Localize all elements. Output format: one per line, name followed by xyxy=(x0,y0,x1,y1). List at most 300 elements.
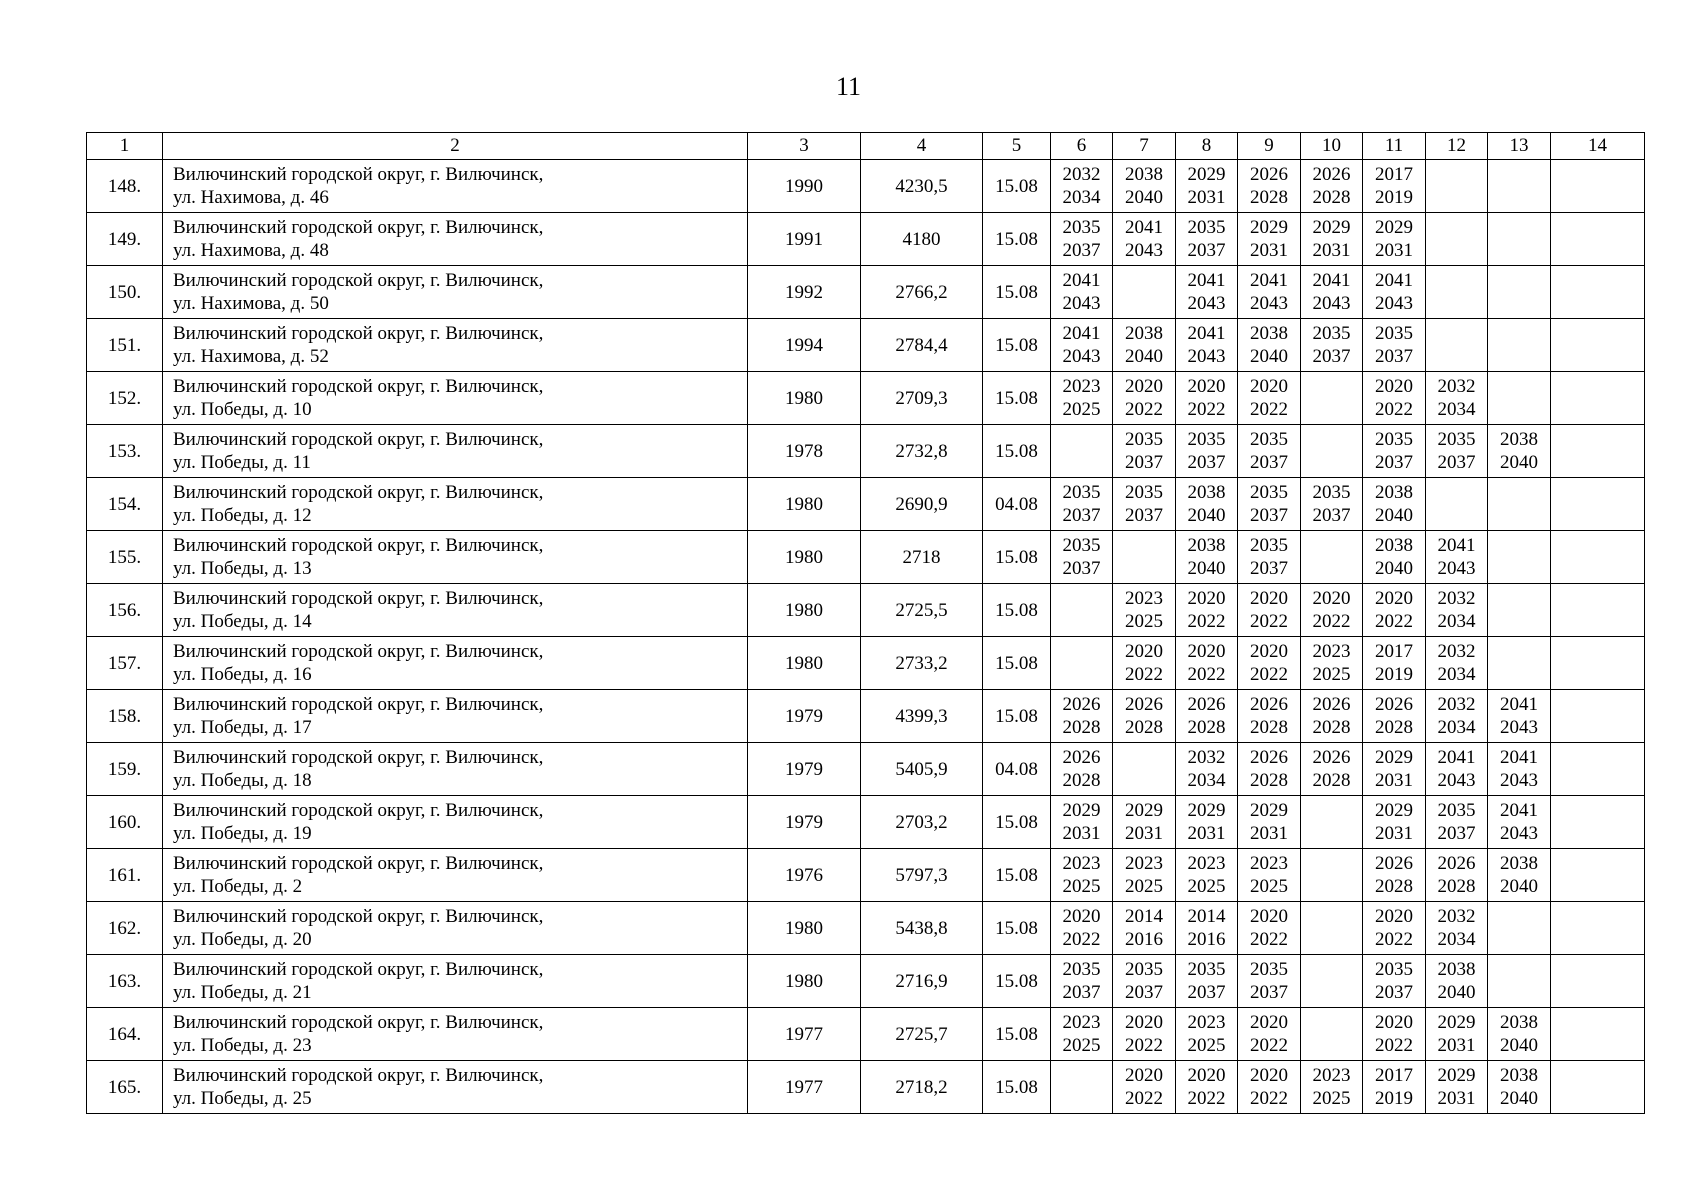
period-cell-col-14 xyxy=(1551,849,1645,902)
period-start-year: 2038 xyxy=(1375,535,1413,556)
period-cell-col-7 xyxy=(1113,902,1176,955)
period-end-year: 2022 xyxy=(1375,929,1413,950)
period-cell-col-7 xyxy=(1113,690,1176,743)
period-end-year: 2028 xyxy=(1375,876,1413,897)
period-cell-col-9 xyxy=(1238,1008,1301,1061)
period-start-year: 2029 xyxy=(1375,800,1413,821)
period-end-year: 2028 xyxy=(1375,717,1413,738)
address-line-locality: Вилючинский городской округ, г. Вилючинск, xyxy=(173,588,544,609)
period-start-year: 2026 xyxy=(1375,853,1413,874)
period-cell-col-9 xyxy=(1238,584,1301,637)
table-row xyxy=(87,584,1645,637)
period-start-year: 2029 xyxy=(1062,800,1101,821)
period-cell-col-9 xyxy=(1238,266,1301,319)
period-cell-col-10 xyxy=(1301,425,1363,478)
period-cell-col-10 xyxy=(1301,531,1363,584)
period-cell-col-10 xyxy=(1301,266,1363,319)
period-cell-col-9 xyxy=(1238,849,1301,902)
period-start-year: 2032 xyxy=(1437,694,1476,715)
period-cell-col-10 xyxy=(1301,690,1363,743)
period-cell-col-7 xyxy=(1113,849,1176,902)
period-end-year: 2037 xyxy=(1437,452,1476,473)
area-cell: 4180 xyxy=(861,213,983,266)
address-line-street: ул. Нахимова, д. 50 xyxy=(173,293,329,314)
address-line-locality: Вилючинский городской округ, г. Вилючинск, xyxy=(173,747,544,768)
row-number: 155. xyxy=(87,531,163,584)
period-end-year: 2025 xyxy=(1187,876,1226,897)
period-end-year: 2022 xyxy=(1187,611,1226,632)
period-start-year: 2020 xyxy=(1312,588,1351,609)
period-start-year: 2041 xyxy=(1437,535,1476,556)
row-number: 148. xyxy=(87,160,163,213)
row-number: 157. xyxy=(87,637,163,690)
period-cell-col-11 xyxy=(1363,743,1426,796)
period-end-year: 2031 xyxy=(1250,823,1288,844)
period-start-year: 2041 xyxy=(1500,694,1538,715)
period-cell-col-13 xyxy=(1488,584,1551,637)
area-cell: 2703,2 xyxy=(861,796,983,849)
period-start-year: 2038 xyxy=(1187,482,1226,503)
period-start-year: 2029 xyxy=(1437,1012,1476,1033)
period-start-year: 2026 xyxy=(1312,694,1351,715)
address-line-street: ул. Победы, д. 13 xyxy=(173,558,312,579)
period-cell-col-11 xyxy=(1363,637,1426,690)
area-cell: 5797,3 xyxy=(861,849,983,902)
build-year-cell: 1977 xyxy=(748,1008,861,1061)
period-end-year: 2043 xyxy=(1312,293,1351,314)
period-start-year: 2020 xyxy=(1250,588,1288,609)
period-cell-col-7 xyxy=(1113,319,1176,372)
build-year-cell: 1994 xyxy=(748,319,861,372)
period-end-year: 2028 xyxy=(1250,717,1288,738)
period-cell-col-8 xyxy=(1176,372,1238,425)
period-end-year: 2031 xyxy=(1375,770,1413,791)
area-cell: 2725,7 xyxy=(861,1008,983,1061)
period-start-year: 2026 xyxy=(1250,747,1288,768)
table-row xyxy=(87,478,1645,531)
period-cell-col-6 xyxy=(1051,796,1113,849)
period-start-year: 2041 xyxy=(1500,747,1538,768)
period-end-year: 2022 xyxy=(1250,399,1288,420)
row-number: 149. xyxy=(87,213,163,266)
code-cell: 15.08 xyxy=(983,690,1051,743)
period-cell-col-14 xyxy=(1551,425,1645,478)
period-end-year: 2019 xyxy=(1375,1088,1413,1109)
period-end-year: 2037 xyxy=(1312,346,1351,367)
period-cell-col-11 xyxy=(1363,584,1426,637)
code-cell: 15.08 xyxy=(983,955,1051,1008)
period-cell-col-7 xyxy=(1113,1061,1176,1114)
address-line-locality: Вилючинский городской округ, г. Вилючинск, xyxy=(173,164,544,185)
period-cell-col-6 xyxy=(1051,690,1113,743)
period-start-year: 2041 xyxy=(1500,800,1538,821)
table-body xyxy=(87,133,1645,1114)
period-start-year: 2032 xyxy=(1437,906,1476,927)
period-cell-col-8 xyxy=(1176,266,1238,319)
period-start-year: 2020 xyxy=(1187,641,1226,662)
period-start-year: 2038 xyxy=(1375,482,1413,503)
period-cell-col-6 xyxy=(1051,531,1113,584)
period-start-year: 2041 xyxy=(1312,270,1351,291)
period-end-year: 2034 xyxy=(1437,929,1476,950)
address-line-street: ул. Победы, д. 2 xyxy=(173,876,303,897)
address-cell xyxy=(163,955,748,1008)
period-end-year: 2037 xyxy=(1437,823,1476,844)
period-end-year: 2028 xyxy=(1062,717,1101,738)
period-start-year: 2014 xyxy=(1125,906,1163,927)
period-end-year: 2019 xyxy=(1375,187,1413,208)
period-end-year: 2028 xyxy=(1312,770,1351,791)
period-start-year: 2035 xyxy=(1062,482,1101,503)
period-end-year: 2040 xyxy=(1187,558,1226,579)
period-start-year: 2020 xyxy=(1125,1012,1163,1033)
period-start-year: 2020 xyxy=(1375,1012,1413,1033)
period-cell-col-12 xyxy=(1426,584,1488,637)
period-cell-col-14 xyxy=(1551,372,1645,425)
period-end-year: 2022 xyxy=(1125,399,1163,420)
address-line-street: ул. Победы, д. 19 xyxy=(173,823,312,844)
period-start-year: 2020 xyxy=(1187,376,1226,397)
period-start-year: 2026 xyxy=(1437,853,1476,874)
period-start-year: 2023 xyxy=(1062,1012,1101,1033)
period-cell-col-12 xyxy=(1426,637,1488,690)
period-start-year: 2035 xyxy=(1250,482,1288,503)
period-end-year: 2040 xyxy=(1375,558,1413,579)
table-row xyxy=(87,743,1645,796)
period-end-year: 2043 xyxy=(1250,293,1288,314)
period-cell-col-8 xyxy=(1176,319,1238,372)
period-cell-col-12 xyxy=(1426,743,1488,796)
period-cell-col-14 xyxy=(1551,955,1645,1008)
period-cell-col-11 xyxy=(1363,1061,1426,1114)
period-end-year: 2034 xyxy=(1437,611,1476,632)
period-start-year: 2029 xyxy=(1187,164,1226,185)
row-number: 165. xyxy=(87,1061,163,1114)
address-line-locality: Вилючинский городской округ, г. Вилючинск, xyxy=(173,376,544,397)
area-cell: 5438,8 xyxy=(861,902,983,955)
period-cell-col-12 xyxy=(1426,1008,1488,1061)
period-end-year: 2043 xyxy=(1062,346,1101,367)
period-end-year: 2031 xyxy=(1312,240,1351,261)
address-cell xyxy=(163,743,748,796)
period-start-year: 2023 xyxy=(1187,853,1226,874)
period-cell-col-7 xyxy=(1113,160,1176,213)
area-cell: 2784,4 xyxy=(861,319,983,372)
period-start-year: 2032 xyxy=(1062,164,1101,185)
code-cell: 15.08 xyxy=(983,796,1051,849)
period-end-year: 2022 xyxy=(1062,929,1101,950)
period-end-year: 2040 xyxy=(1125,346,1163,367)
period-start-year: 2023 xyxy=(1062,376,1101,397)
address-cell xyxy=(163,637,748,690)
period-cell-col-9 xyxy=(1238,531,1301,584)
code-cell: 15.08 xyxy=(983,266,1051,319)
period-cell-col-13 xyxy=(1488,902,1551,955)
period-cell-col-11 xyxy=(1363,690,1426,743)
period-cell-col-13 xyxy=(1488,266,1551,319)
period-cell-col-9 xyxy=(1238,1061,1301,1114)
period-end-year: 2022 xyxy=(1375,399,1413,420)
period-start-year: 2035 xyxy=(1375,429,1413,450)
area-cell: 2725,5 xyxy=(861,584,983,637)
period-start-year: 2026 xyxy=(1125,694,1163,715)
area-cell: 2690,9 xyxy=(861,478,983,531)
period-cell-col-7 xyxy=(1113,796,1176,849)
period-cell-col-13 xyxy=(1488,849,1551,902)
period-end-year: 2031 xyxy=(1375,823,1413,844)
address-cell xyxy=(163,319,748,372)
period-end-year: 2037 xyxy=(1375,452,1413,473)
period-start-year: 2038 xyxy=(1437,959,1476,980)
column-header-10: 10 xyxy=(1301,133,1363,160)
period-cell-col-12 xyxy=(1426,796,1488,849)
period-cell-col-14 xyxy=(1551,1061,1645,1114)
period-start-year: 2020 xyxy=(1250,906,1288,927)
row-number: 156. xyxy=(87,584,163,637)
row-number: 151. xyxy=(87,319,163,372)
period-cell-col-12 xyxy=(1426,319,1488,372)
period-cell-col-12 xyxy=(1426,902,1488,955)
address-line-street: ул. Победы, д. 16 xyxy=(173,664,312,685)
period-start-year: 2035 xyxy=(1062,959,1101,980)
period-cell-col-11 xyxy=(1363,955,1426,1008)
period-start-year: 2041 xyxy=(1062,323,1101,344)
period-start-year: 2029 xyxy=(1375,217,1413,238)
period-cell-col-12 xyxy=(1426,160,1488,213)
period-end-year: 2037 xyxy=(1250,452,1288,473)
period-cell-col-14 xyxy=(1551,531,1645,584)
period-cell-col-7 xyxy=(1113,743,1176,796)
area-cell: 2718,2 xyxy=(861,1061,983,1114)
code-cell: 04.08 xyxy=(983,743,1051,796)
period-end-year: 2034 xyxy=(1062,187,1101,208)
period-cell-col-13 xyxy=(1488,690,1551,743)
housing-register-table xyxy=(86,132,1645,1114)
period-cell-col-6 xyxy=(1051,478,1113,531)
address-cell xyxy=(163,266,748,319)
address-line-street: ул. Победы, д. 18 xyxy=(173,770,312,791)
period-end-year: 2037 xyxy=(1187,240,1226,261)
period-end-year: 2043 xyxy=(1187,346,1226,367)
period-start-year: 2035 xyxy=(1312,323,1351,344)
period-start-year: 2029 xyxy=(1312,217,1351,238)
table-row xyxy=(87,266,1645,319)
column-header-1: 1 xyxy=(87,133,163,160)
period-start-year: 2032 xyxy=(1437,588,1476,609)
period-end-year: 2028 xyxy=(1250,770,1288,791)
period-cell-col-10 xyxy=(1301,213,1363,266)
period-cell-col-10 xyxy=(1301,160,1363,213)
code-cell: 04.08 xyxy=(983,478,1051,531)
period-cell-col-6 xyxy=(1051,319,1113,372)
row-number: 161. xyxy=(87,849,163,902)
period-cell-col-13 xyxy=(1488,372,1551,425)
period-cell-col-8 xyxy=(1176,213,1238,266)
period-cell-col-8 xyxy=(1176,637,1238,690)
period-start-year: 2029 xyxy=(1250,800,1288,821)
period-cell-col-11 xyxy=(1363,425,1426,478)
period-start-year: 2020 xyxy=(1125,376,1163,397)
period-cell-col-6 xyxy=(1051,743,1113,796)
address-cell xyxy=(163,160,748,213)
period-start-year: 2035 xyxy=(1437,429,1476,450)
period-cell-col-7 xyxy=(1113,425,1176,478)
row-number: 153. xyxy=(87,425,163,478)
period-end-year: 2031 xyxy=(1437,1088,1476,1109)
period-cell-col-14 xyxy=(1551,902,1645,955)
address-line-street: ул. Победы, д. 11 xyxy=(173,452,311,473)
build-year-cell: 1992 xyxy=(748,266,861,319)
period-start-year: 2035 xyxy=(1437,800,1476,821)
period-end-year: 2034 xyxy=(1437,399,1476,420)
period-end-year: 2025 xyxy=(1312,1088,1351,1109)
column-header-5: 5 xyxy=(983,133,1051,160)
period-cell-col-10 xyxy=(1301,372,1363,425)
table-row xyxy=(87,849,1645,902)
period-start-year: 2020 xyxy=(1250,1012,1288,1033)
period-end-year: 2022 xyxy=(1250,1035,1288,1056)
build-year-cell: 1979 xyxy=(748,690,861,743)
period-cell-col-6 xyxy=(1051,266,1113,319)
period-cell-col-10 xyxy=(1301,637,1363,690)
period-cell-col-7 xyxy=(1113,372,1176,425)
period-end-year: 2040 xyxy=(1500,1035,1538,1056)
period-start-year: 2032 xyxy=(1437,641,1476,662)
period-start-year: 2035 xyxy=(1062,535,1101,556)
period-cell-col-9 xyxy=(1238,637,1301,690)
period-start-year: 2038 xyxy=(1500,853,1538,874)
address-line-locality: Вилючинский городской округ, г. Вилючинск, xyxy=(173,906,544,927)
address-line-locality: Вилючинский городской округ, г. Вилючинск, xyxy=(173,1065,544,1086)
period-start-year: 2035 xyxy=(1312,482,1351,503)
row-number: 159. xyxy=(87,743,163,796)
period-start-year: 2026 xyxy=(1250,164,1288,185)
period-start-year: 2020 xyxy=(1375,376,1413,397)
period-cell-col-14 xyxy=(1551,690,1645,743)
address-line-street: ул. Нахимова, д. 52 xyxy=(173,346,329,367)
build-year-cell: 1979 xyxy=(748,796,861,849)
build-year-cell: 1980 xyxy=(748,584,861,637)
period-start-year: 2020 xyxy=(1375,588,1413,609)
period-start-year: 2038 xyxy=(1125,323,1163,344)
period-end-year: 2037 xyxy=(1250,982,1288,1003)
build-year-cell: 1980 xyxy=(748,478,861,531)
period-end-year: 2037 xyxy=(1187,452,1226,473)
period-end-year: 2028 xyxy=(1187,717,1226,738)
period-cell-col-12 xyxy=(1426,955,1488,1008)
code-cell: 15.08 xyxy=(983,160,1051,213)
period-end-year: 2031 xyxy=(1437,1035,1476,1056)
period-end-year: 2031 xyxy=(1375,240,1413,261)
address-line-street: ул. Победы, д. 17 xyxy=(173,717,312,738)
period-cell-col-12 xyxy=(1426,531,1488,584)
period-start-year: 2035 xyxy=(1375,959,1413,980)
period-end-year: 2037 xyxy=(1375,982,1413,1003)
period-start-year: 2032 xyxy=(1437,376,1476,397)
address-line-locality: Вилючинский городской округ, г. Вилючинск, xyxy=(173,800,544,821)
period-start-year: 2035 xyxy=(1125,959,1163,980)
table-row xyxy=(87,902,1645,955)
code-cell: 15.08 xyxy=(983,1008,1051,1061)
column-header-11: 11 xyxy=(1363,133,1426,160)
period-end-year: 2028 xyxy=(1312,717,1351,738)
period-end-year: 2016 xyxy=(1125,929,1163,950)
period-cell-col-7 xyxy=(1113,213,1176,266)
period-end-year: 2040 xyxy=(1500,876,1538,897)
table-row xyxy=(87,213,1645,266)
build-year-cell: 1991 xyxy=(748,213,861,266)
area-cell: 2733,2 xyxy=(861,637,983,690)
period-end-year: 2025 xyxy=(1125,876,1163,897)
period-end-year: 2043 xyxy=(1125,240,1163,261)
address-line-street: ул. Победы, д. 10 xyxy=(173,399,312,420)
row-number: 163. xyxy=(87,955,163,1008)
period-start-year: 2035 xyxy=(1062,217,1101,238)
period-cell-col-8 xyxy=(1176,1061,1238,1114)
period-cell-col-13 xyxy=(1488,213,1551,266)
period-end-year: 2028 xyxy=(1062,770,1101,791)
period-cell-col-8 xyxy=(1176,849,1238,902)
period-end-year: 2022 xyxy=(1125,1088,1163,1109)
address-line-street: ул. Победы, д. 20 xyxy=(173,929,312,950)
address-line-street: ул. Победы, д. 12 xyxy=(173,505,312,526)
address-line-locality: Вилючинский городской округ, г. Вилючинск, xyxy=(173,641,544,662)
period-cell-col-12 xyxy=(1426,266,1488,319)
period-cell-col-8 xyxy=(1176,478,1238,531)
period-cell-col-10 xyxy=(1301,478,1363,531)
period-start-year: 2014 xyxy=(1187,906,1226,927)
build-year-cell: 1980 xyxy=(748,902,861,955)
period-start-year: 2038 xyxy=(1500,429,1538,450)
period-cell-col-14 xyxy=(1551,319,1645,372)
period-start-year: 2017 xyxy=(1375,1065,1413,1086)
period-start-year: 2023 xyxy=(1250,853,1288,874)
period-start-year: 2041 xyxy=(1125,217,1163,238)
period-cell-col-11 xyxy=(1363,266,1426,319)
period-cell-col-9 xyxy=(1238,213,1301,266)
address-line-locality: Вилючинский городской округ, г. Вилючинск, xyxy=(173,1012,544,1033)
period-end-year: 2037 xyxy=(1125,982,1163,1003)
period-start-year: 2041 xyxy=(1187,323,1226,344)
period-end-year: 2034 xyxy=(1437,664,1476,685)
period-cell-col-14 xyxy=(1551,584,1645,637)
address-cell xyxy=(163,372,748,425)
column-header-13: 13 xyxy=(1488,133,1551,160)
period-start-year: 2035 xyxy=(1375,323,1413,344)
period-end-year: 2022 xyxy=(1187,399,1226,420)
row-number: 150. xyxy=(87,266,163,319)
address-line-locality: Вилючинский городской округ, г. Вилючинск, xyxy=(173,959,544,980)
period-end-year: 2031 xyxy=(1250,240,1288,261)
period-end-year: 2028 xyxy=(1312,187,1351,208)
period-end-year: 2043 xyxy=(1437,558,1476,579)
period-cell-col-6 xyxy=(1051,584,1113,637)
period-cell-col-13 xyxy=(1488,743,1551,796)
period-cell-col-8 xyxy=(1176,425,1238,478)
code-cell: 15.08 xyxy=(983,319,1051,372)
table-row xyxy=(87,796,1645,849)
period-start-year: 2023 xyxy=(1312,1065,1351,1086)
period-start-year: 2023 xyxy=(1125,588,1163,609)
address-line-locality: Вилючинский городской округ, г. Вилючинск, xyxy=(173,217,544,238)
period-start-year: 2026 xyxy=(1250,694,1288,715)
period-start-year: 2038 xyxy=(1250,323,1288,344)
period-end-year: 2025 xyxy=(1062,876,1101,897)
address-line-street: ул. Победы, д. 14 xyxy=(173,611,312,632)
period-cell-col-11 xyxy=(1363,478,1426,531)
row-number: 152. xyxy=(87,372,163,425)
period-start-year: 2020 xyxy=(1187,1065,1226,1086)
